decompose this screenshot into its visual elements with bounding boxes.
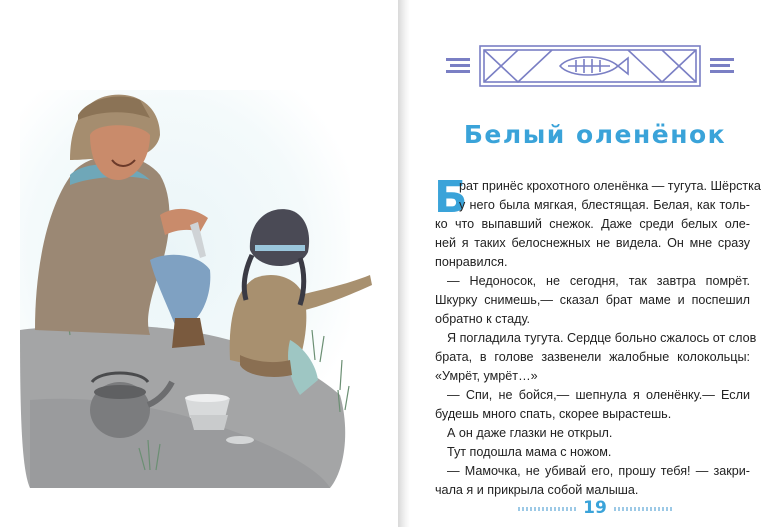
text-line: будешь много спать, скорее вырастешь.	[435, 407, 672, 421]
text-line: ко что выпавший снежок. Даже среди белых оле-	[435, 217, 750, 231]
text-line: «Умрёт, умрёт…»	[435, 369, 538, 383]
text-line: брата, в голове зазвенели жалобные колокольцы:	[435, 350, 750, 364]
text-line: у него была мягкая, блестящая. Белая, как толь-	[459, 198, 750, 212]
fish-ornament-icon	[440, 40, 740, 92]
chapter-title: Белый оленёнок	[463, 120, 727, 149]
page-number-ornament-right	[614, 507, 672, 511]
page-gutter	[398, 0, 410, 527]
text-line: рат принёс крохотного оленёнка — тугута. Шёрстка	[459, 179, 761, 193]
girl	[230, 209, 372, 395]
text-line: обратно к стаду.	[435, 312, 530, 326]
text-line: А он даже глазки не открыл.	[447, 426, 613, 440]
text-line: — Недоносок, не сегодня, так завтра помрёт.	[447, 274, 750, 288]
text-line: Я погладила тугута. Сердце больно сжалось от слов	[447, 331, 757, 345]
text-line: — Мамочка, не убивай его, прошу тебя! — закри-	[447, 464, 750, 478]
right-page	[410, 0, 780, 527]
text-line: ней я таких белоснежных не видела. Он мне сразу	[435, 236, 750, 250]
page-number: 19	[583, 498, 607, 518]
text-line: чала я и прикрыла собой малыша.	[435, 483, 639, 497]
story-text	[434, 172, 761, 500]
text-line: — Спи, не бойся,— шепнула я оленёнку.— Если	[447, 388, 750, 402]
text-line: понравился.	[435, 255, 508, 269]
text-line: Тут подошла мама с ножом.	[447, 445, 612, 459]
text-line: Шкурку снимешь,— сказал брат маме и поспешил	[435, 293, 750, 307]
drop-cap: Б	[434, 172, 468, 223]
